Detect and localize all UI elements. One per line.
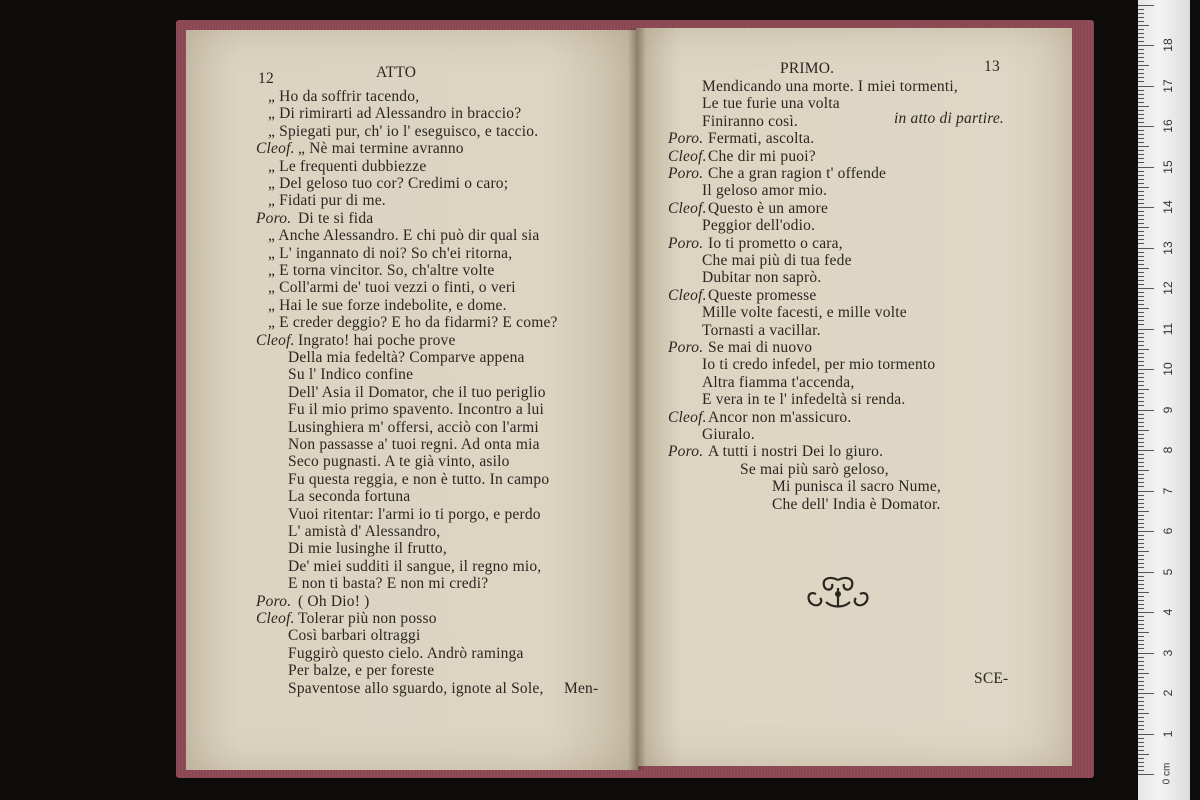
ruler-tick: [1138, 734, 1154, 735]
ruler-tick: [1138, 102, 1144, 103]
ruler-tick: [1138, 762, 1144, 763]
ruler-tick: [1138, 434, 1144, 435]
ruler-tick: [1138, 45, 1154, 46]
verse-line: Che dir mi puoi?: [708, 147, 816, 165]
ruler-tick: [1138, 584, 1144, 585]
ruler-tick: [1138, 41, 1144, 42]
verse-line: L' amistà d' Alessandro,: [288, 523, 441, 540]
ruler-tick: [1138, 17, 1144, 18]
speaker-label: Poro.: [256, 209, 292, 227]
ruler-tick: [1138, 296, 1144, 297]
verse-line: Spaventose allo sguardo, ignote al Sole,: [288, 679, 544, 697]
ruler-number: 8: [1161, 446, 1175, 454]
ruler-tick: [1138, 567, 1144, 568]
ruler-tick: [1138, 519, 1144, 520]
ruler-tick: [1138, 280, 1144, 281]
ruler-tick: [1138, 231, 1144, 232]
ruler-tick: [1138, 653, 1154, 654]
right-page: [636, 28, 1072, 766]
verse-line: Io ti prometto o cara,: [708, 234, 843, 252]
stage-direction: in atto di partire.: [894, 110, 1005, 127]
ruler-tick: [1138, 130, 1144, 131]
verse-line: Su l' Indico confine: [288, 366, 414, 384]
ruler-tick: [1138, 438, 1144, 439]
verse-line: Fu questa reggia, e non è tutto. In campo: [288, 470, 550, 488]
ruler-tick: [1138, 596, 1144, 597]
ruler-tick: [1138, 9, 1144, 10]
ruler-tick: [1138, 207, 1154, 208]
verse-line: ( Oh Dio! ): [298, 592, 370, 610]
speaker-label: Cleof.: [668, 408, 707, 426]
verse-line: Vuoi ritentar: l'armi io ti porgo, e perdo: [288, 505, 541, 523]
ruler-tick: [1138, 154, 1144, 155]
ruler-tick: [1138, 276, 1144, 277]
ruler-tick: [1138, 239, 1144, 240]
ruler-tick: [1138, 624, 1144, 625]
ruler-tick: [1138, 401, 1144, 402]
ruler-tick: [1138, 179, 1144, 180]
ruler-tick: [1138, 292, 1144, 293]
verse-line: Questo è un amore: [708, 199, 829, 217]
ruler-tick: [1138, 729, 1144, 730]
ruler-tick: [1138, 539, 1144, 540]
ruler-tick: [1138, 393, 1144, 394]
ruler-tick: [1138, 693, 1154, 694]
ruler-tick: [1138, 515, 1144, 516]
verse-line: Le tue furie una volta: [702, 95, 840, 113]
ruler-tick: [1138, 507, 1144, 508]
ruler-tick: [1138, 616, 1144, 617]
verse-line: „ Di rimirarti ad Alessandro in braccio?: [268, 105, 522, 123]
ruler-tick: [1138, 329, 1154, 330]
ruler-tick: [1138, 657, 1144, 658]
verse-line: Di te si fida: [298, 209, 374, 227]
ruler-tick: [1138, 644, 1144, 645]
left-page: [186, 30, 638, 770]
verse-line: Dubitar non saprò.: [702, 269, 822, 287]
ruler-tick: [1138, 86, 1154, 87]
verse-line: „ Hai le sue forze indebolite, e dome.: [268, 296, 507, 314]
ruler-tick: [1138, 118, 1144, 119]
ruler-tick: [1138, 81, 1144, 82]
ruler-tick: [1138, 774, 1154, 775]
ruler-tick: [1138, 669, 1144, 670]
ruler-tick: [1138, 697, 1144, 698]
ruler-tick: [1138, 717, 1144, 718]
ruler-tick: [1138, 142, 1144, 143]
ruler-tick: [1138, 499, 1144, 500]
ruler-tick: [1138, 288, 1154, 289]
ruler-tick: [1138, 341, 1144, 342]
verse-line: Finiranno così.: [702, 112, 798, 130]
verse-line: Fermati, ascolta.: [708, 130, 815, 148]
ruler-number: 6: [1161, 527, 1175, 535]
ruler-tick: [1138, 195, 1144, 196]
left-catchword: Men-: [564, 680, 599, 697]
ruler-tick: [1138, 559, 1144, 560]
ruler-tick: [1138, 126, 1154, 127]
speaker-label: Cleof.: [668, 286, 707, 304]
ruler-tick: [1138, 705, 1144, 706]
ruler-tick: [1138, 114, 1144, 115]
ruler-tick: [1138, 709, 1144, 710]
ruler-tick: [1138, 357, 1144, 358]
verse-line: Io ti credo infedel, per mio tormento: [702, 356, 936, 374]
ruler-tick: [1138, 523, 1144, 524]
ruler-tick: [1138, 175, 1144, 176]
ruler-tick: [1138, 426, 1144, 427]
ruler-tick: [1138, 158, 1144, 159]
verse-line: Ancor non m'assicuro.: [708, 408, 852, 426]
ruler-number: 4: [1161, 608, 1175, 616]
ruler-number: 11: [1161, 322, 1175, 335]
ruler-number: 16: [1161, 119, 1175, 133]
ruler-tick: [1138, 430, 1149, 431]
ruler-tick: [1138, 738, 1144, 739]
ruler-tick: [1138, 243, 1144, 244]
ruler-number: 5: [1161, 568, 1175, 575]
ruler-tick: [1138, 486, 1144, 487]
verse-line: Della mia fedeltà? Comparve appena: [288, 349, 525, 366]
ruler-tick: [1138, 689, 1144, 690]
verse-line: E vera in te l' infedeltà si renda.: [702, 391, 906, 409]
ruler-tick: [1138, 742, 1144, 743]
verse-line: Così barbari oltraggi: [288, 627, 421, 645]
ruler-number: 12: [1161, 281, 1175, 295]
ruler-tick: [1138, 37, 1144, 38]
ruler-tick: [1138, 721, 1144, 722]
ruler-tick: [1138, 365, 1144, 366]
left-page-number: 12: [258, 70, 274, 87]
ruler-tick: [1138, 369, 1154, 370]
ruler-tick: [1138, 422, 1144, 423]
ruler-tick: [1138, 576, 1144, 577]
ruler-tick: [1138, 620, 1144, 621]
ruler-tick: [1138, 766, 1144, 767]
verse-line: Fu il mio primo spavento. Incontro a lui: [288, 401, 544, 419]
ruler-tick: [1138, 65, 1149, 66]
verse-line: „ Spiegati pur, ch' io l' eseguisco, e taccio.: [268, 122, 539, 140]
ruler-tick: [1138, 345, 1144, 346]
ruler-tick: [1138, 361, 1144, 362]
speaker-label: Cleof.: [668, 199, 707, 217]
right-page-number: 13: [984, 58, 1000, 75]
ruler-tick: [1138, 466, 1144, 467]
verse-line: Che a gran ragion t' offende: [708, 165, 887, 182]
ruler-tick: [1138, 758, 1144, 759]
ruler-tick: [1138, 324, 1144, 325]
verse-line: Lusinghiera m' offersi, acciò con l'armi: [288, 418, 539, 436]
speaker-label: Poro.: [668, 234, 704, 252]
ruler-tick: [1138, 754, 1149, 755]
ruler-number: 14: [1161, 200, 1175, 214]
ruler-tick: [1138, 535, 1144, 536]
verse-line: E non ti basta? E non mi credi?: [288, 575, 489, 593]
verse-line: Giuralo.: [702, 426, 755, 443]
ruler-tick: [1138, 69, 1144, 70]
verse-line: La seconda fortuna: [288, 488, 411, 506]
ruler-tick: [1138, 377, 1144, 378]
ruler-tick: [1138, 373, 1144, 374]
ruler-tick: [1138, 122, 1144, 123]
verse-line: Di mie lusinghe il frutto,: [288, 540, 447, 558]
ruler-tick: [1138, 640, 1144, 641]
ruler-tick: [1138, 482, 1144, 483]
speaker-label: Poro.: [668, 165, 704, 182]
verse-line: Ingrato! hai poche prove: [298, 331, 456, 349]
ruler-tick: [1138, 90, 1144, 91]
ruler-tick: [1138, 21, 1144, 22]
ruler-tick: [1138, 665, 1144, 666]
verse-line: Tornasti a vacillar.: [702, 321, 821, 339]
speaker-label: Cleof.: [256, 140, 295, 158]
ruler-tick: [1138, 268, 1149, 269]
speaker-label: Poro.: [256, 592, 292, 610]
verse-line: Il geloso amor mio.: [702, 182, 828, 200]
verse-line: Mi punisca il sacro Nume,: [772, 478, 942, 496]
ruler-tick: [1138, 300, 1144, 301]
ruler-tick: [1138, 685, 1144, 686]
ruler-tick: [1138, 272, 1144, 273]
ruler-tick: [1138, 446, 1144, 447]
ruler-tick: [1138, 648, 1144, 649]
ruler-tick: [1138, 600, 1144, 601]
ruler-tick: [1138, 405, 1144, 406]
verse-line: „ E torna vincitor. So, ch'altre volte: [268, 262, 495, 279]
verse-line: Mendicando una morte. I miei tormenti,: [702, 78, 958, 95]
ruler-tick: [1138, 418, 1144, 419]
ruler-tick: [1138, 503, 1144, 504]
verse-line: Dell' Asia il Domator, che il tuo periglio: [288, 383, 546, 401]
ruler-tick: [1138, 770, 1144, 771]
ruler-tick: [1138, 187, 1149, 188]
ruler-tick: [1138, 77, 1144, 78]
ruler-tick: [1138, 308, 1149, 309]
speaker-label: Poro.: [668, 130, 704, 148]
ruler-tick: [1138, 681, 1144, 682]
ruler-tick: [1138, 442, 1144, 443]
ruler-tick: [1138, 203, 1144, 204]
ruler-number: 10: [1161, 362, 1175, 376]
ruler-tick: [1138, 381, 1144, 382]
ruler-tick: [1138, 580, 1144, 581]
ruler-tick: [1138, 235, 1144, 236]
speaker-label: Cleof.: [256, 610, 295, 627]
ruler-tick: [1138, 29, 1144, 30]
right-catchword: SCE-: [974, 670, 1009, 687]
ruler-unit-label: 0 cm: [1161, 762, 1173, 785]
verse-line: Queste promesse: [708, 286, 817, 304]
ruler-tick: [1138, 389, 1149, 390]
ruler-tick: [1138, 333, 1144, 334]
ruler-tick: [1138, 106, 1149, 107]
ruler-tick: [1138, 284, 1144, 285]
ruler-tick: [1138, 470, 1149, 471]
ruler-tick: [1138, 397, 1144, 398]
ruler-tick: [1138, 337, 1144, 338]
verse-line: Peggior dell'odio.: [702, 217, 816, 235]
page-gutter: [628, 28, 646, 770]
ruler-tick: [1138, 592, 1149, 593]
ruler-tick: [1138, 162, 1144, 163]
ruler-tick: [1138, 73, 1144, 74]
ruler-tick: [1138, 264, 1144, 265]
ruler-tick: [1138, 252, 1144, 253]
ruler-number: 3: [1161, 649, 1175, 656]
ruler-number: 18: [1161, 38, 1175, 52]
ruler-tick: [1138, 191, 1144, 192]
verse-line: „ Ho da soffrir tacendo,: [268, 88, 420, 105]
ruler-tick: [1138, 134, 1144, 135]
ruler-tick: [1138, 25, 1149, 26]
verse-line: Fuggirò questo cielo. Andrò raminga: [288, 644, 524, 662]
ruler-number: 1: [1161, 730, 1175, 737]
ruler-number: 2: [1161, 689, 1175, 697]
ruler-tick: [1138, 588, 1144, 589]
ruler-tick: [1138, 167, 1154, 168]
ruler-tick: [1138, 511, 1149, 512]
ruler-tick: [1138, 572, 1154, 573]
ruler-tick: [1138, 543, 1144, 544]
verse-line: „ Fidati pur di me.: [268, 192, 386, 210]
ruler-tick: [1138, 462, 1144, 463]
ruler-tick: [1138, 138, 1144, 139]
ruler-tick: [1138, 604, 1144, 605]
ruler-tick: [1138, 183, 1144, 184]
ruler-tick: [1138, 563, 1144, 564]
ruler-tick: [1138, 612, 1154, 613]
verse-line: Se mai più sarò geloso,: [740, 460, 889, 478]
ruler-tick: [1138, 527, 1144, 528]
ruler-tick: [1138, 608, 1144, 609]
verse-line: Tolerar più non posso: [298, 610, 437, 627]
ruler-tick: [1138, 673, 1149, 674]
ruler-tick: [1138, 495, 1144, 496]
ruler-tick: [1138, 227, 1149, 228]
verse-line: „ Nè mai termine avranno: [298, 140, 464, 158]
ruler-tick: [1138, 150, 1144, 151]
ruler-tick: [1138, 57, 1144, 58]
verse-line: „ L' ingannato di noi? So ch'ei ritorna,: [268, 244, 513, 262]
ruler-tick: [1138, 61, 1144, 62]
ruler-number: 9: [1161, 406, 1175, 413]
verse-line: „ Le frequenti dubbiezze: [268, 157, 427, 175]
ruler-number: 15: [1161, 159, 1175, 174]
verse-line: Per balze, e per foreste: [288, 662, 435, 680]
ruler-tick: [1138, 146, 1149, 147]
speaker-label: Poro.: [668, 339, 704, 356]
ruler-tick: [1138, 454, 1144, 455]
ruler-tick: [1138, 320, 1144, 321]
ruler-tick: [1138, 410, 1154, 411]
right-running-head: PRIMO.: [780, 60, 835, 77]
ruler-tick: [1138, 215, 1144, 216]
speaker-label: Poro.: [668, 443, 704, 461]
ruler-tick: [1138, 199, 1144, 200]
ruler-tick: [1138, 531, 1154, 532]
ruler-tick: [1138, 478, 1144, 479]
verse-line: A tutti i nostri Dei lo giuro.: [708, 443, 884, 461]
speaker-label: Cleof.: [668, 147, 707, 165]
ruler-tick: [1138, 636, 1144, 637]
ruler-tick: [1138, 750, 1144, 751]
ruler-tick: [1138, 713, 1149, 714]
ruler-tick: [1138, 33, 1144, 34]
ruler-tick: [1138, 223, 1144, 224]
ruler-tick: [1138, 632, 1149, 633]
verse-line: „ Anche Alessandro. E chi può dir qual sia: [268, 227, 540, 245]
ruler-tick: [1138, 628, 1144, 629]
ruler-tick: [1138, 555, 1144, 556]
verse-line: Se mai di nuovo: [708, 339, 813, 356]
ruler-tick: [1138, 414, 1144, 415]
ruler-tick: [1138, 211, 1144, 212]
ruler-tick: [1138, 110, 1144, 111]
ruler-tick: [1138, 661, 1144, 662]
ruler-tick: [1138, 304, 1144, 305]
ruler-tick: [1138, 260, 1144, 261]
ruler-tick: [1138, 5, 1154, 6]
verse-line: De' miei sudditi il sangue, il regno mio,: [288, 557, 542, 575]
verse-line: „ E creder deggio? E ho da fidarmi? E come?: [268, 314, 558, 332]
verse-line: „ Coll'armi de' tuoi vezzi o finti, o veri: [268, 279, 516, 297]
ruler-number: 17: [1161, 78, 1175, 93]
verse-line: Che dell' India è Domator.: [772, 495, 941, 513]
ruler-tick: [1138, 316, 1144, 317]
ruler-tick: [1138, 725, 1144, 726]
verse-line: Altra fiamma t'accenda,: [702, 373, 855, 391]
verse-line: Che mai più di tua fede: [702, 252, 852, 269]
ruler-tick: [1138, 53, 1144, 54]
ruler-number: 7: [1161, 487, 1175, 494]
ruler-tick: [1138, 353, 1144, 354]
ruler-tick: [1138, 458, 1144, 459]
ruler-tick: [1138, 474, 1144, 475]
verse-line: Mille volte facesti, e mille volte: [702, 304, 907, 322]
ruler-number: 13: [1161, 240, 1175, 255]
left-running-head: ATTO: [376, 64, 417, 81]
ruler-tick: [1138, 385, 1144, 386]
ruler-tick: [1138, 547, 1144, 548]
ruler-tick: [1138, 312, 1144, 313]
ruler-tick: [1138, 746, 1144, 747]
verse-line: „ Del geloso tuo cor? Credimi o caro;: [268, 175, 509, 192]
ruler-tick: [1138, 98, 1144, 99]
verse-line: Seco pugnasti. A te già vinto, asilo: [288, 453, 510, 471]
ruler-tick: [1138, 491, 1154, 492]
ruler-tick: [1138, 171, 1144, 172]
ruler-tick: [1138, 248, 1154, 249]
measurement-ruler: [1138, 0, 1190, 800]
printer-ornament-icon: [804, 574, 872, 612]
ruler-tick: [1138, 219, 1144, 220]
ruler-tick: [1138, 49, 1144, 50]
ruler-tick: [1138, 256, 1144, 257]
ruler-tick: [1138, 13, 1144, 14]
speaker-label: Cleof.: [256, 331, 295, 349]
ruler-tick: [1138, 94, 1144, 95]
ruler-tick: [1138, 677, 1144, 678]
ruler-tick: [1138, 450, 1154, 451]
ruler-tick: [1138, 701, 1144, 702]
verse-line: Non passasse a' tuoi regni. Ad onta mia: [288, 436, 540, 453]
ruler-tick: [1138, 551, 1149, 552]
ruler-tick: [1138, 349, 1149, 350]
